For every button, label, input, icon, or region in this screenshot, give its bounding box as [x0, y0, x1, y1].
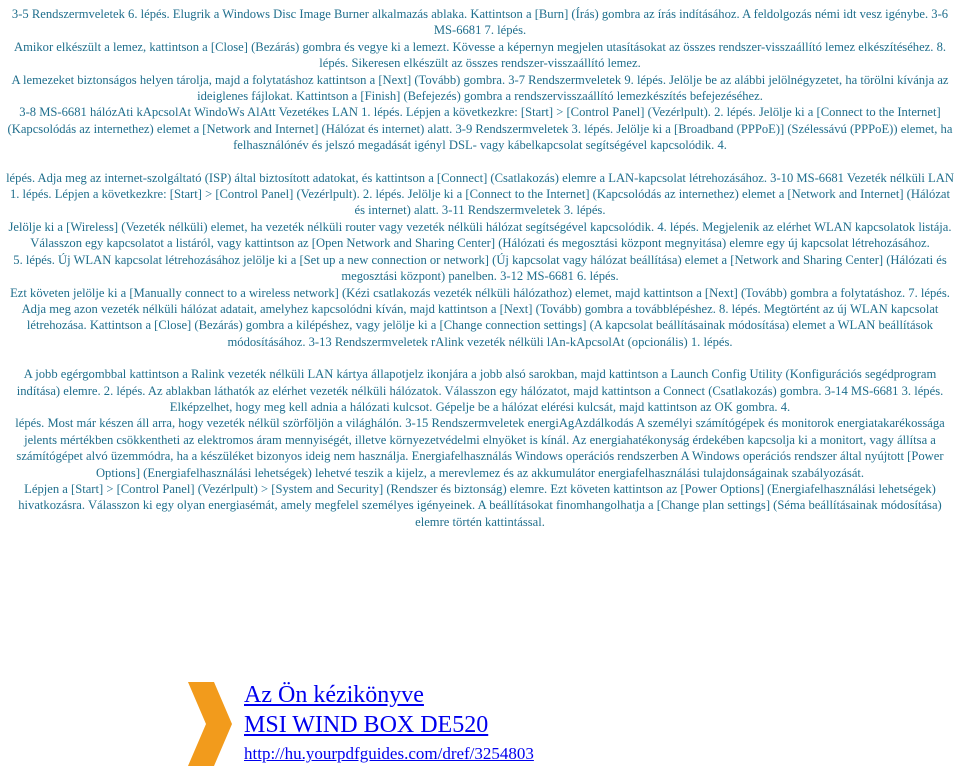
paragraph-spacer	[4, 154, 956, 170]
arrow-right-icon	[186, 680, 234, 768]
document-text	[4, 6, 956, 530]
paragraph: lépés. Most már készen áll arra, hogy vezeték nélkül szörföljön a világhálón. 3-15 Rendszermveletek energiAgAzdálkodás A személyi számítógépek és monitorok energiatakarékossága jelents mértékben csökkentheti az elektromos áram mennyiségét, illetve környezetvédelmi elnyöket is kínál. Az energiahatékonyság érdekében kapcsolja ki a monitort, vagy állítsa a számítógépet alvó üzemmódra, ha a készüléket bizonyos ideig nem használja. Energiafelhasználás Windows operációs rendszerben A Windows operációs rendszer által nyújtott [Power Options] (Energiafelhasználási lehetségek) lehetvé teszik a kijelz, a merevlemez és az akkumulátor energiafelhasználási tulajdonságainak szabályozását.	[15, 416, 945, 480]
paragraph: 5. lépés. Új WLAN kapcsolat létrehozásához jelölje ki a [Set up a new connection or network] (Új kapcsolat vagy hálózat beállítása) elemet a [Network and Sharing Center] (Hálózati és megosztási központ) panelben. 3-12 MS-6681 6. lépés.	[13, 252, 947, 284]
product-link[interactable]: MSI WIND BOX DE520	[244, 712, 489, 738]
paragraph: Lépjen a [Start] > [Control Panel] (Vezérlpult) > [System and Security] (Rendszer és biztonság) elemre. Ezt követen kattintson az [Power Options] (Energiafelhasználási lehetségek) hivatkozásra. Válasszon ki egy olyan energiasémát, amely megfelel személyes igényeinek. A beállításokat finomhangolhatja a [Change plan settings] (Séma beállításainak módosítása) elemre történ kattintással.	[18, 481, 942, 529]
footer	[186, 680, 746, 772]
paragraph: lépés. Adja meg az internet-szolgáltató (ISP) által biztosított adatokat, és kattintson a [Connect] (Csatlakozás) elemre a LAN-kapcsolat létrehozásához. 3-10 MS-6681 Vezeték nélküli LAN 1. lépés. Lépjen a következkre: [Start] > [Control Panel] (Vezérlpult). 2. lépés. Jelölje ki a [Connect to the Internet] (Kapcsolódás az internethez) elemet a [Network and Internet] (Hálózat és internet) alatt. 3-11 Rendszermveletek 3. lépés.	[6, 170, 954, 218]
paragraph: Amikor elkészült a lemez, kattintson a [Close] (Bezárás) gombra és vegye ki a lemezt. Kövesse a képernyn megjelen utasításokat az összes rendszer-visszaállító lemez elkészítéséhez. 8. lépés. Sikeresen elkészült az összes rendszer-visszaállító lemez.	[13, 39, 947, 71]
paragraph: Jelölje ki a [Wireless] (Vezeték nélküli) elemet, ha vezeték nélküli router vagy vezeték nélküli hálózat segítségével kapcsolódik. 4. lépés. Megjelenik az elérhet WLAN kapcsolatok listája. Válasszon egy kapcsolatot a listáról, vagy kattintson az [Open Network and Sharing Center] (Hálózati és megosztási központ megnyitása) elemre egy új kapcsolat létrehozásához.	[8, 219, 952, 251]
paragraph: 3-5 Rendszermveletek 6. lépés. Elugrik a Windows Disc Image Burner alkalmazás ablaka. Kattintson a [Burn] (Írás) gombra az írás indításához. A feldolgozás némi idt vesz igénybe. 3-6 MS-6681 7. lépés.	[11, 7, 949, 38]
footer-links	[244, 680, 534, 766]
url-link[interactable]: http://hu.yourpdfguides.com/dref/3254803	[244, 744, 534, 763]
manual-link[interactable]: Az Ön kézikönyve	[244, 682, 424, 708]
paragraph-spacer	[4, 350, 956, 366]
paragraph: A lemezeket biztonságos helyen tárolja, majd a folytatáshoz kattintson a [Next] (Tovább) gombra. 3-7 Rendszermveletek 9. lépés. Jelölje be az alábbi jelölnégyzetet, ha törölni kívánja az ideiglenes fájlokat. Kattintson a [Finish] (Befejezés) gombra a rendszervisszaállító lemezkészítés befejezéséhez.	[11, 72, 949, 104]
paragraph: 3-8 MS-6681 hálózAti kApcsolAt WindoWs AlAtt Vezetékes LAN 1. lépés. Lépjen a következkre: [Start] > [Control Panel] (Vezérlpult). 2. lépés. Jelölje ki a [Connect to the Internet] (Kapcsolódás az internethez) elemet a [Network and Internet] (Hálózat és internet) alatt. 3-9 Rendszermveletek 3. lépés. Jelölje ki a [Broadband (PPPoE)] (Szélessávú (PPPoE)) elemet, ha felhasználónév és jelszó megadását igényl DSL- vagy kábelkapcsolat segítségével kapcsolódik. 4.	[7, 105, 953, 153]
paragraph: Ezt követen jelölje ki a [Manually connect to a wireless network] (Kézi csatlakozás vezeték nélküli hálózathoz) elemet, majd kattintson a [Next] (Tovább) gombra a folytatáshoz. 7. lépés. Adja meg azon vezeték nélküli hálózat adatait, amelyhez kapcsolódni kíván, majd kattintson a [Next] (Tovább) gombra a továbblépéshez. 8. lépés. Megtörtént az új WLAN kapcsolat létrehozása. Kattintson a [Close] (Bezárás) gombra a kilépéshez, vagy jelölje ki a [Change connection settings] (A kapcsolat beállításainak módosítása) elemet a WLAN beállítások módosításához. 3-13 Rendszermveletek rAlink vezeték nélküli lAn-kApcsolAt (opcionális) 1. lépés.	[10, 285, 950, 349]
paragraph: A jobb egérgombbal kattintson a Ralink vezeték nélküli LAN kártya állapotjelz ikonjára a jobb alsó sarokban, majd kattintson a Launch Config Utility (Konfigurációs segédprogram indítása) elemre. 2. lépés. Az ablakban láthatók az elérhet vezeték nélküli hálózatok. Válasszon egy hálózatot, majd kattintson a Connect (Csatlakozás) gombra. 3-14 MS-6681 3. lépés. Elképzelhet, hogy meg kell adnia a hálózati kulcsot. Gépelje be a hálózat elérési kulcsát, majd kattintson az OK gombra. 4.	[16, 367, 944, 414]
